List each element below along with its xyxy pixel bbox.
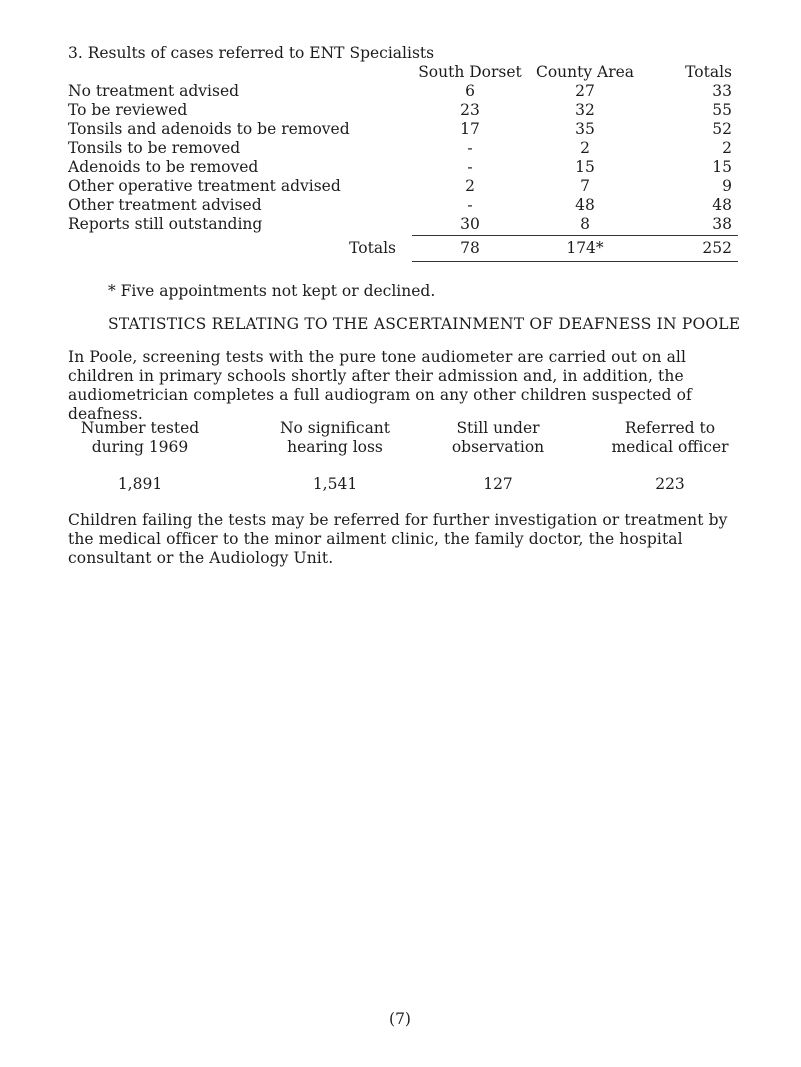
cell-south-dorset: - xyxy=(467,158,473,176)
cell-totals: 55 xyxy=(712,101,732,119)
cell-south-dorset: 17 xyxy=(460,120,480,138)
cell-county-area: 48 xyxy=(575,196,595,214)
cell-totals: 33 xyxy=(712,82,732,100)
footnote: * Five appointments not kept or declined. xyxy=(108,282,436,300)
value-no-hearing-loss: 1,541 xyxy=(312,475,358,493)
total-south-dorset: 78 xyxy=(460,239,480,257)
cell-south-dorset: 2 xyxy=(465,177,475,195)
cell-south-dorset: 30 xyxy=(460,215,480,233)
cell-totals: 9 xyxy=(722,177,732,195)
cell-totals: 15 xyxy=(712,158,732,176)
cell-county-area: 32 xyxy=(575,101,595,119)
value-still-under: 127 xyxy=(483,475,513,493)
col-header-referred-line2: medical officer xyxy=(611,438,729,456)
col-header-no-hearing-loss-line2: hearing loss xyxy=(287,438,383,456)
screening-paragraph: In Poole, screening tests with the pure tone audiometer are carried out on all children in primary schools shortly after their admission and, in addition, the audiometrician completes a full audiogram on any other children suspected of deafness. xyxy=(68,348,692,423)
cell-county-area: 8 xyxy=(580,215,590,233)
col-header-still-under-line2: observation xyxy=(451,438,545,456)
col-header-referred-line1: Referred to xyxy=(624,419,716,437)
cell-south-dorset: 23 xyxy=(460,101,480,119)
cell-county-area: 35 xyxy=(575,120,595,138)
total-county-area: 174* xyxy=(566,239,604,257)
cell-totals: 38 xyxy=(712,215,732,233)
totals-bottom-rule xyxy=(412,261,738,262)
col-header-county-area: County Area xyxy=(535,63,635,81)
total-totals: 252 xyxy=(702,239,732,257)
row-label: To be reviewed xyxy=(68,101,188,119)
col-header-no-hearing-loss-line1: No significant xyxy=(279,419,391,437)
cell-totals: 2 xyxy=(722,139,732,157)
cell-county-area: 27 xyxy=(575,82,595,100)
cell-south-dorset: 6 xyxy=(465,82,475,100)
cell-county-area: 7 xyxy=(580,177,590,195)
cell-south-dorset: - xyxy=(467,139,473,157)
cell-south-dorset: - xyxy=(467,196,473,214)
section-title: 3. Results of cases referred to ENT Specialists xyxy=(68,44,435,62)
row-label: No treatment advised xyxy=(68,82,240,100)
cell-county-area: 15 xyxy=(575,158,595,176)
col-header-number-tested-line1: Number tested xyxy=(80,419,200,437)
page-number: (7) xyxy=(389,1010,411,1028)
value-referred: 223 xyxy=(655,475,685,493)
col-header-still-under-line1: Still under xyxy=(456,419,540,437)
cell-county-area: 2 xyxy=(580,139,590,157)
totals-top-rule xyxy=(412,235,738,236)
row-label: Tonsils and adenoids to be removed xyxy=(68,120,350,138)
row-label: Other treatment advised xyxy=(68,196,262,214)
row-label: Reports still outstanding xyxy=(68,215,263,233)
col-header-south-dorset: South Dorset xyxy=(418,63,522,81)
referral-paragraph: Children failing the tests may be referred for further investigation or treatment by the medical officer to the minor ailment clinic, the family doctor, the hospital consultant or the Audiology Unit. xyxy=(68,511,728,567)
row-label: Tonsils to be removed xyxy=(68,139,241,157)
cell-totals: 48 xyxy=(712,196,732,214)
deafness-heading: STATISTICS RELATING TO THE ASCERTAINMENT OF DEAFNESS IN POOLE xyxy=(108,315,741,333)
cell-totals: 52 xyxy=(712,120,732,138)
value-number-tested: 1,891 xyxy=(117,475,163,493)
totals-row-label: Totals xyxy=(349,239,396,257)
row-label: Other operative treatment advised xyxy=(68,177,341,195)
row-label: Adenoids to be removed xyxy=(68,158,259,176)
col-header-totals: Totals xyxy=(685,63,732,81)
col-header-number-tested-line2: during 1969 xyxy=(91,438,189,456)
